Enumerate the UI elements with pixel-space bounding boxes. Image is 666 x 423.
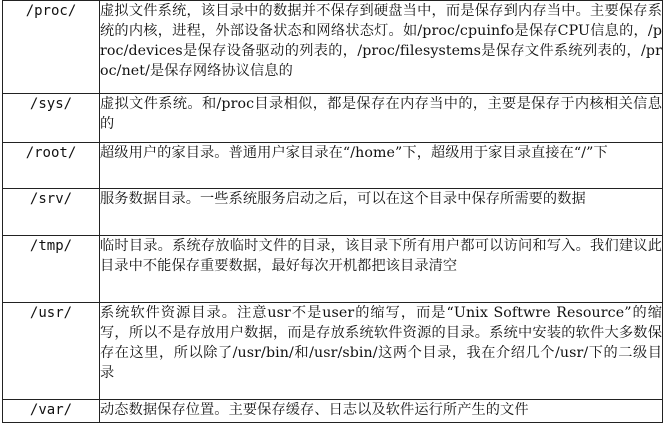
directory-description: 超级用户的家目录。普通用户家目录在“/home”下，超级用于家目录直接在“/”下 xyxy=(100,143,663,189)
table-row xyxy=(3,1,663,94)
directory-name: /usr/ xyxy=(3,303,100,400)
directory-description: 临时目录。系统存放临时文件的目录，该目录下所有用户都可以访问和写入。我们建议此目录中不能保存重要数据，最好每次开机都把该目录清空 xyxy=(100,236,663,303)
directory-description: 动态数据保存位置。主要保存缓存、日志以及软件运行所产生的文件 xyxy=(100,400,663,423)
directory-name: /tmp/ xyxy=(3,236,100,303)
table-row xyxy=(3,143,663,189)
directory-name: /proc/ xyxy=(3,1,100,94)
directory-name: /sys/ xyxy=(3,94,100,143)
directory-name: /srv/ xyxy=(3,189,100,236)
directory-table xyxy=(2,0,663,423)
directory-name: /var/ xyxy=(3,400,100,423)
directory-description: 虚拟文件系统。和/proc目录相似，都是保存在内存当中的，主要是保存于内核相关信息的 xyxy=(100,94,663,143)
table-row xyxy=(3,303,663,400)
table-row xyxy=(3,236,663,303)
table-row xyxy=(3,94,663,143)
directory-description: 虚拟文件系统，该目录中的数据并不保存到硬盘当中，而是保存到内存当中。主要保存系统的内核，进程，外部设备状态和网络状态灯。如/proc/cpuinfo是保存CPU信息的，/proc/devices是保存设备驱动的列表的，/proc/filesystems是保存文件系统列表的，/proc/net/是保存网络协议信息的 xyxy=(100,1,663,94)
directory-name: /root/ xyxy=(3,143,100,189)
table-row xyxy=(3,400,663,423)
directory-description: 系统软件资源目录。注意usr不是user的缩写，而是“Unix Softwre Resource”的缩写，所以不是存放用户数据，而是存放系统软件资源的目录。系统中安装的软件大多数保存在这里，所以除了/usr/bin/和/usr/sbin/这两个目录，我在介绍几个/usr/下的二级目录 xyxy=(100,303,663,400)
table-row xyxy=(3,189,663,236)
directory-description: 服务数据目录。一些系统服务启动之后，可以在这个目录中保存所需要的数据 xyxy=(100,189,663,236)
